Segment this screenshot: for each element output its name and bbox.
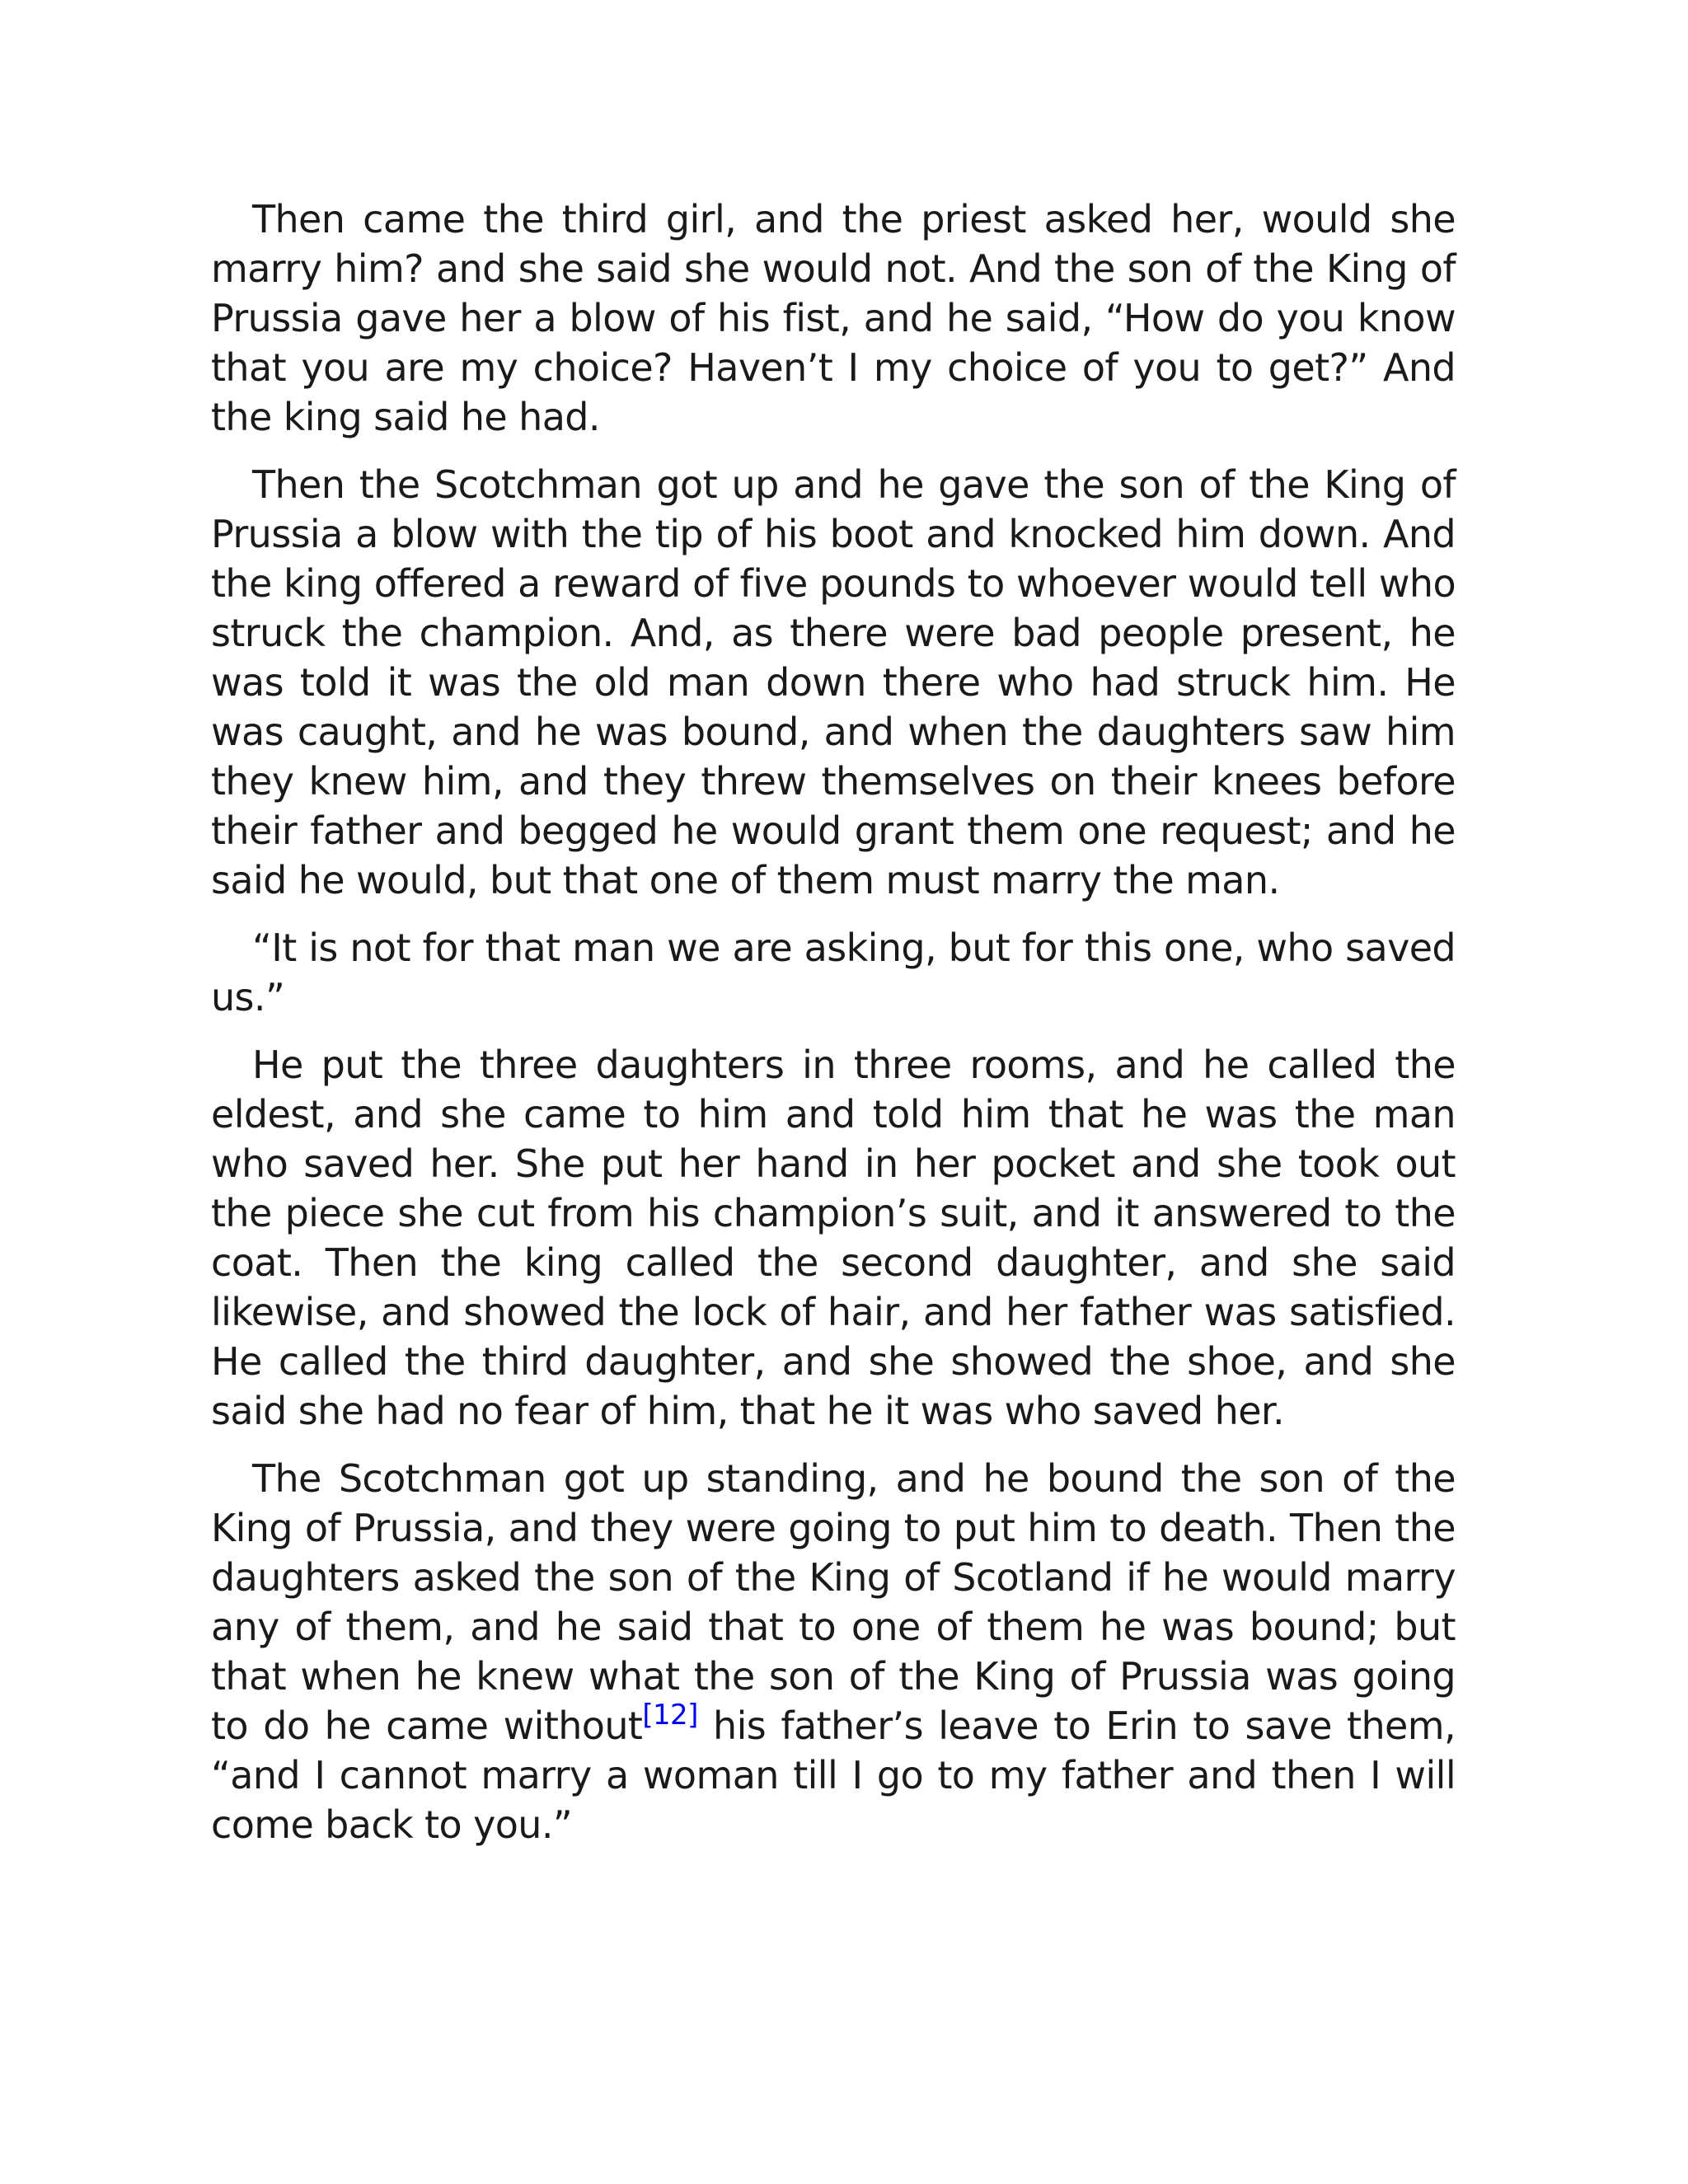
footnote-link-12[interactable]: [12] (642, 1699, 698, 1732)
paragraph-5 (211, 1454, 1456, 1849)
paragraph-4: He put the three daughters in three rooms, and he called the eldest, and she came to him and told him that he was the man who saved her. She put her hand in her pocket and she took out the piece she cut from his champion’s suit, and it answered to the coat. Then the king called the second daughter, and she said likewise, and showed the lock of hair, and her father was satisfied. He called the third daughter, and she showed the shoe, and she said she had no fear of him, that he it was who saved her. (211, 1043, 1456, 1433)
paragraph-2: Then the Scotchman got up and he gave the son of the King of Prussia a blow with the tip of his boot and knocked him down. And the king offered a reward of five pounds to whoever would tell who struck the champion. And, as there were bad people present, he was told it was the old man down there who had struck him. He was caught, and he was bound, and when the daughters saw him they knew him, and they threw themselves on their knees before their father and begged he would grant them one request; and he said he would, but that one of them must marry the man. (211, 462, 1456, 902)
paragraph-1: Then came the third girl, and the priest asked her, would she marry him? and she said she would not. And the son of the King of Prussia gave her a blow of his fist, and he said, “How do you know that you are my choice? Haven’t I my choice of you to get?” And the king said he had. (211, 197, 1456, 439)
paragraph-3: “It is not for that man we are asking, but for this one, who saved us.” (211, 926, 1456, 1019)
paragraph-5-text-before: The Scotchman got up standing, and he bound the son of the King of Prussia, and they were going to put him to death. Then the daughters asked the son of the King of Scotland if he would marry any of them, and he said that to one of them he was bound; but that when he knew what the son of the King of Prussia was going to do he came without (211, 1456, 1456, 1748)
page-body (211, 194, 1456, 1868)
paragraph-5-text-after: his father’s leave to Erin to save them, “and I cannot marry a woman till I go to my father and then I will come back to you.” (211, 1704, 1456, 1847)
